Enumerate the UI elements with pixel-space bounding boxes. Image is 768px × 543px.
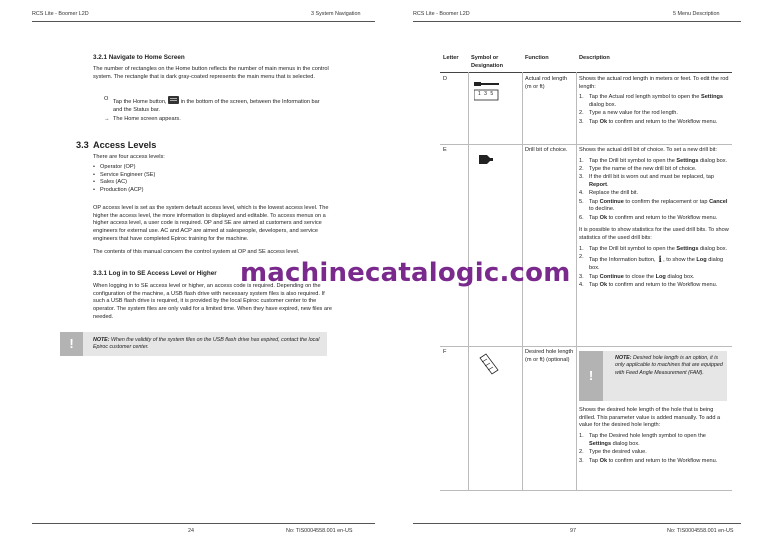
right-doc-number: No: TIS0004558.001 en-US	[667, 528, 734, 534]
home-step-text-a: Tap the Home button,	[113, 99, 167, 105]
row-d-function: Actual rod length (m or ft)	[525, 76, 567, 90]
home-step	[113, 96, 328, 114]
usb-note-text	[93, 337, 321, 352]
section-3-2-1-paragraph: The number of rectangles on the Home button reflects the number of main menus in the control system. The rectangle that is dark gray-coated represents the main menu that is selected.	[93, 66, 329, 80]
left-header-title: RCS Lite - Boomer L2D	[32, 11, 89, 17]
note-label: NOTE:	[615, 355, 632, 361]
info-icon: i	[658, 254, 662, 265]
result-marker: →	[104, 116, 110, 122]
list-item: 1. Tap the Desired hole length symbol to open the Settings dialog box.	[579, 433, 706, 447]
fam-note	[579, 351, 727, 401]
watermark: machinecatalogic.com	[240, 258, 571, 288]
section-3-3-1-paragraph: When logging in to SE access level or higher, an access code is required. Depending on the configuration of the machine, a USB flash drive with necessary system files is also required. If such a USB flash drive is required, it is provided by the local Epiroc customer center to the operator. The system files are only valid for a limited time. When they have expired, new files are needed.	[93, 283, 332, 320]
list-item: 2. Tap the Information button, i, to show the Log dialog box.	[579, 254, 724, 272]
right-page-number: 97	[570, 528, 576, 534]
list-item: 1. Tap the Actual rod length symbol to open the Settings dialog box.	[579, 94, 724, 109]
access-levels-scope: The contents of this manual concern the control system at OP and SE access level.	[93, 249, 300, 255]
row-d-intro: Shows the actual rod length in meters or feet. To edit the rod length:	[579, 76, 729, 90]
left-footer-rule	[32, 523, 375, 524]
list-item: 3. Tap Continue to close the Log dialog box.	[579, 273, 695, 280]
list-item: • Operator (OP)	[93, 164, 155, 172]
row-divider	[440, 490, 732, 491]
row-f-intro: Shows the desired hole length of the hole that is being drilled. This parameter value is added manually. To add a value for the desired hole length:	[579, 407, 721, 429]
column-divider	[576, 72, 577, 490]
row-d-steps	[579, 94, 729, 126]
home-result: The Home screen appears.	[113, 116, 181, 122]
warning-icon: !	[60, 332, 83, 356]
step-marker: O	[104, 96, 109, 102]
list-item: 5. Tap Continue to confirm the replacement or tap Cancel to decline.	[579, 198, 728, 213]
section-3-3-1-title: 3.3.1 Log in to SE Access Level or Higher	[93, 270, 217, 277]
column-header-letter: Letter	[443, 55, 459, 61]
section-3-3-title: Access Levels	[93, 140, 157, 150]
list-item: 4. Tap Ok to confirm and return to the Workflow menu.	[579, 281, 718, 288]
row-e-stats-intro: It is possible to show statistics for the used drill bits. To show statistics of the used drill bits:	[579, 227, 729, 242]
list-item: 4. Replace the drill bit.	[579, 190, 639, 197]
left-page-number: 24	[188, 528, 194, 534]
access-levels-paragraph: OP access level is set as the system default access level, which is the lowest access level. The higher the access level, the more information is displayed and editable. To access menus on a higher access level, a user code is required. OP and SE are aimed at customers and service engineers for external use. AC and ACP are aimed at salespeople, developers, and service engineers that have completed Epiroc training for the machine.	[93, 205, 329, 242]
row-divider	[440, 144, 732, 145]
list-item: 3. Tap Ok to confirm and return to the Workflow menu.	[579, 457, 718, 464]
note-body: When the validity of the system files on the USB flash drive has expired, contact the local Epiroc customer center.	[93, 337, 320, 351]
column-header-function: Function	[525, 55, 549, 61]
list-item: 1. Tap the Drill bit symbol to open the Settings dialog box.	[579, 245, 728, 252]
row-divider	[440, 346, 732, 347]
row-f-letter: F	[443, 349, 447, 355]
access-levels-intro: There are four access levels:	[93, 154, 165, 160]
row-e-intro: Shows the actual drill bit of choice. To set a new drill bit:	[579, 147, 717, 153]
left-header-rule	[32, 21, 375, 22]
row-e-stats-steps	[579, 246, 729, 290]
list-item: 1. Tap the Drill bit symbol to open the Settings dialog box.	[579, 157, 728, 164]
table-header-rule	[440, 72, 732, 73]
hole-length-icon	[478, 352, 500, 380]
home-button-icon	[168, 96, 179, 104]
note-label: NOTE:	[93, 337, 110, 343]
list-item: • Production (ACP)	[93, 187, 155, 195]
access-levels-list	[93, 164, 155, 195]
fam-note-text	[615, 355, 723, 377]
home-step-text-b: in the bottom of the screen, between the Information bar and the Status bar.	[113, 99, 320, 113]
row-f-steps	[579, 433, 729, 465]
list-item: 3. If the drill bit is worn out and must be replaced, tap Report.	[579, 174, 714, 189]
row-d-description	[579, 76, 729, 127]
row-f-description	[579, 407, 729, 466]
section-3-3-number: 3.3	[76, 140, 89, 150]
rod-length-icon-label: 1 3 5	[478, 91, 495, 97]
list-item: • Service Engineer (SE)	[93, 172, 155, 180]
row-d-letter: D	[443, 76, 448, 82]
list-item: 2. Type the desired value.	[579, 449, 647, 456]
column-header-description: Description	[579, 55, 610, 61]
list-item: 2. Type a new value for the rod length.	[579, 110, 678, 117]
list-item: 3. Tap Ok to confirm and return to the Workflow menu.	[579, 118, 718, 125]
warning-icon: !	[579, 351, 603, 401]
drill-bit-icon	[478, 153, 494, 169]
list-item: 2. Type the name of the new drill bit of choice.	[579, 166, 697, 173]
list-item: • Sales (AC)	[93, 179, 155, 187]
row-e-letter: E	[443, 147, 447, 153]
row-e-steps	[579, 158, 729, 223]
left-doc-number: No: TIS0004558.001 en-US	[286, 528, 353, 534]
list-item: 6. Tap Ok to confirm and return to the Workflow menu.	[579, 214, 718, 221]
right-header-section: 5 Menu Description	[673, 11, 720, 17]
right-header-rule	[413, 21, 741, 22]
usb-note	[60, 332, 327, 356]
right-header-title: RCS Lite - Boomer L2D	[413, 11, 470, 17]
row-e-function: Drill bit of choice.	[525, 147, 568, 153]
right-footer-rule	[413, 523, 741, 524]
note-body: Desired hole length is an option, it is only applicable to machines that are equipped with Feed Angle Measurement (FAM).	[615, 355, 723, 376]
row-e-description	[579, 147, 729, 290]
left-header-section: 3 System Navigation	[311, 11, 361, 17]
row-f-function: Desired hole length (m or ft) (optional)	[525, 349, 574, 363]
section-3-2-1-title: 3.2.1 Navigate to Home Screen	[93, 54, 185, 61]
column-header-symbol: Symbol or Designation	[471, 55, 504, 69]
